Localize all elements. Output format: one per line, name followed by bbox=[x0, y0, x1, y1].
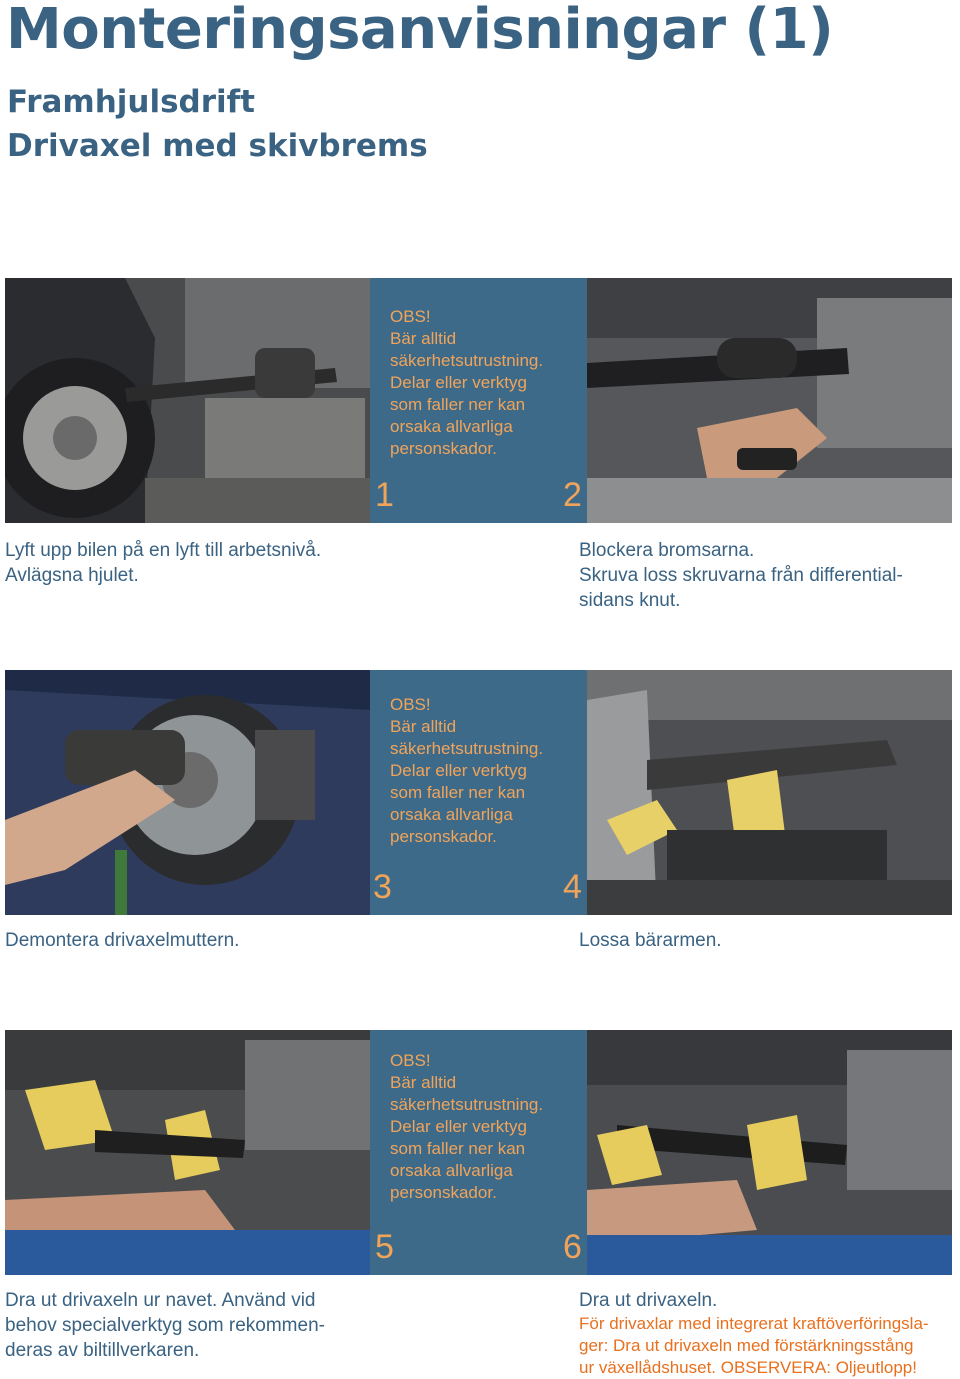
warning-line: orsaka allvarliga bbox=[390, 417, 513, 436]
step-1-photo bbox=[5, 278, 370, 523]
caption-line: Skruva loss skruvarna från differential- bbox=[579, 565, 903, 586]
warning-line: OBS! bbox=[390, 307, 431, 326]
step-3-photo bbox=[5, 670, 370, 915]
step-1-caption bbox=[5, 538, 372, 588]
step-number: 1 bbox=[375, 476, 394, 514]
warning-text bbox=[390, 1050, 580, 1204]
step-3-caption bbox=[5, 928, 372, 953]
warning-line: orsaka allvarliga bbox=[390, 805, 513, 824]
warning-line: OBS! bbox=[390, 1051, 431, 1070]
warning-line: som faller ner kan bbox=[390, 783, 526, 802]
step-6-photo bbox=[587, 1030, 952, 1275]
step-5-photo bbox=[5, 1030, 370, 1275]
step-4-photo bbox=[587, 670, 952, 915]
warning-line: Bär alltid bbox=[390, 1073, 457, 1092]
subtitle-drive-type: Framhjulsdrift bbox=[7, 84, 255, 120]
warning-line: personskador. bbox=[390, 827, 497, 846]
caption-line: Avlägsna hjulet. bbox=[5, 565, 139, 586]
caption-line: sidans knut. bbox=[579, 590, 681, 611]
warning-line: OBS! bbox=[390, 695, 431, 714]
subtitle-brake-type: Drivaxel med skivbrems bbox=[7, 128, 428, 164]
step-2-caption bbox=[579, 538, 952, 613]
step-5-caption bbox=[5, 1288, 372, 1363]
warning-line: Delar eller verktyg bbox=[390, 761, 527, 780]
warning-line: Delar eller verktyg bbox=[390, 1117, 527, 1136]
caption-line: Dra ut drivaxeln. bbox=[579, 1290, 718, 1311]
step-6-note bbox=[579, 1313, 952, 1379]
step-band-1-2 bbox=[5, 278, 952, 523]
step-number: 5 bbox=[375, 1228, 394, 1266]
warning-line: Bär alltid bbox=[390, 329, 457, 348]
caption-line: Demontera drivaxelmuttern. bbox=[5, 930, 240, 951]
caption-line: behov specialverktyg som rekommen- bbox=[5, 1315, 325, 1336]
step-4-caption bbox=[579, 928, 952, 953]
caption-line: Dra ut drivaxeln ur navet. Använd vid bbox=[5, 1290, 316, 1311]
warning-line: orsaka allvarliga bbox=[390, 1161, 513, 1180]
step-number: 2 bbox=[563, 476, 582, 514]
note-line: ur växellådshuset. OBSERVERA: Oljeutlopp! bbox=[579, 1358, 917, 1377]
warning-text bbox=[390, 306, 580, 460]
warning-line: personskador. bbox=[390, 439, 497, 458]
warning-line: Delar eller verktyg bbox=[390, 373, 527, 392]
note-line: För drivaxlar med integrerat kraftöverföringsla- bbox=[579, 1314, 929, 1333]
step-6-caption bbox=[579, 1288, 952, 1379]
warning-line: som faller ner kan bbox=[390, 1139, 526, 1158]
warning-line: säkerhetsutrustning. bbox=[390, 739, 544, 758]
warning-line: som faller ner kan bbox=[390, 395, 526, 414]
step-number: 6 bbox=[563, 1228, 582, 1266]
caption-line: Lyft upp bilen på en lyft till arbetsnivå. bbox=[5, 540, 322, 561]
warning-line: Bär alltid bbox=[390, 717, 457, 736]
note-line: ger: Dra ut drivaxeln med förstärkningsstång bbox=[579, 1336, 914, 1355]
step-number: 4 bbox=[563, 868, 582, 906]
warning-line: säkerhetsutrustning. bbox=[390, 1095, 544, 1114]
step-band-3-4 bbox=[5, 670, 952, 915]
warning-line: personskador. bbox=[390, 1183, 497, 1202]
caption-line: Lossa bärarmen. bbox=[579, 930, 722, 951]
caption-line: deras av biltillverkaren. bbox=[5, 1340, 200, 1361]
warning-text bbox=[390, 694, 580, 848]
warning-line: säkerhetsutrustning. bbox=[390, 351, 544, 370]
step-band-5-6 bbox=[5, 1030, 952, 1275]
page-title: Monteringsanvisningar (1) bbox=[6, 0, 834, 62]
caption-line: Blockera bromsarna. bbox=[579, 540, 755, 561]
step-number: 3 bbox=[373, 868, 392, 906]
step-2-photo bbox=[587, 278, 952, 523]
